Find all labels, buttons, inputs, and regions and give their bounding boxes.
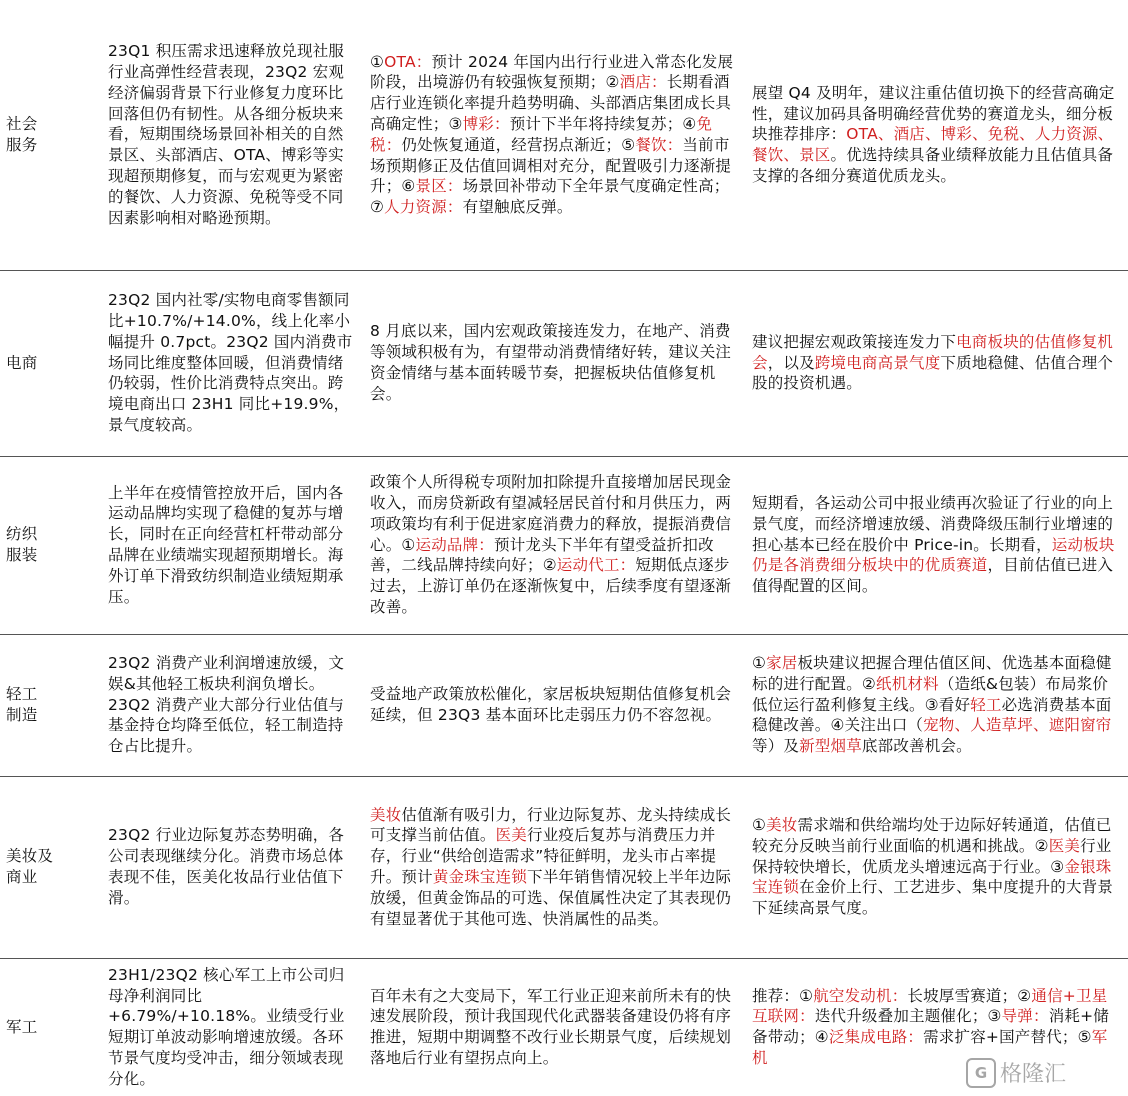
body-text: 受益地产政策放松催化，家居板块短期估值修复机会延续，但 23Q3 基本面环比走弱压力仍不容忽视。 xyxy=(370,685,732,724)
body-text: 短期看，各运动公司中报业绩再次验证了行业的向上景气度，而经济增速放缓、消费降级压制行业增速的担心基本已经在股价中 Price-in。长期看， xyxy=(752,494,1114,554)
table-row xyxy=(0,456,1128,634)
highlight-text: 通信+卫星互联网： xyxy=(752,986,1108,1026)
highlight-text: 博彩： xyxy=(462,114,510,133)
body-text: 推荐：① xyxy=(752,986,814,1005)
body-text: 预计 2024 年国内出行行业进入常态化发展阶段，出境游仍有较强恢复预期；② xyxy=(370,52,734,92)
highlight-text: 跨境电商高景气度 xyxy=(814,353,941,372)
body-text: （造纸&包装）布局浆价低位运行盈利修复主线。③看好 xyxy=(752,674,1109,714)
watermark-logo-icon: G xyxy=(966,1058,996,1088)
highlight-text: 电商板块的估值修复机会 xyxy=(752,332,1114,372)
outlook-cell xyxy=(364,0,746,270)
outlook-cell xyxy=(364,776,746,958)
highlight-text: 运动品牌： xyxy=(415,535,495,554)
highlight-text: 运动代工： xyxy=(556,556,636,575)
highlight-text: 景区： xyxy=(415,177,463,196)
body-text: 预计龙头下半年有望受益折扣改善，二线品牌持续向好；② xyxy=(370,535,714,575)
strategy-cell xyxy=(746,456,1128,634)
sector-cell xyxy=(0,456,102,634)
strategy-cell xyxy=(746,958,1128,1096)
body-text: 当前市场预期修正及估值回调相对充分，配置吸引力逐渐提升；⑥ xyxy=(370,135,732,196)
highlight-text: 黄金珠宝连锁 xyxy=(432,868,528,886)
highlight-text: 人力资源： xyxy=(384,198,463,217)
sector-line: 制造 xyxy=(6,706,38,724)
sector-line: 服务 xyxy=(6,135,38,154)
outlook-cell xyxy=(364,270,746,456)
body-text: 需求端和供给端均处于边际好转通道，估值已较充分反映当前行业面临的机遇和挑战。② xyxy=(752,816,1112,855)
watermark-text: 格隆汇 xyxy=(999,1062,1066,1087)
highlight-text: 美妆 xyxy=(370,805,402,824)
table-row xyxy=(0,270,1128,456)
body-text: 场景回补带动下全年景气度确定性高；⑦ xyxy=(370,177,730,217)
outlook-cell xyxy=(364,456,746,634)
highlight-text: OTA、酒店、博彩、免税、人力资源、餐饮、景区 xyxy=(752,125,1114,165)
highlight-text: 运动板块仍是各消费细分板块中的优质赛道 xyxy=(752,535,1115,575)
data-cell: 上半年在疫情管控放开后，国内各运动品牌均实现了稳健的复苏与增长，同时在正向经营杠杆带动部分品牌在业绩端实现超预期增长。海外订单下滑致纺织制造业绩短期承压。 xyxy=(108,483,344,606)
body-text: 百年未有之大变局下，军工行业正迎来前所未有的快速发展阶段，预计我国现代化武器装备建设仍将有序推进，短期中期调整不改行业长期景气度，后续规划落地后行业有望拐点向上。 xyxy=(370,986,732,1068)
table-row xyxy=(0,634,1128,776)
watermark xyxy=(966,1057,1066,1088)
body-text: 消耗+储备带动；④ xyxy=(752,1007,1110,1047)
strategy-cell xyxy=(746,0,1128,270)
sector-line: 服装 xyxy=(6,546,38,564)
body-text: ① xyxy=(752,654,767,672)
body-text: 长期看酒店行业连锁化率提升趋势明确、头部酒店集团成长具高确定性；③ xyxy=(370,73,732,133)
body-text: 行业保持较快增长，优质龙头增速远高于行业。③ xyxy=(752,836,1112,876)
sector-line: 电商 xyxy=(6,353,38,372)
sector-line: 社会 xyxy=(6,114,38,133)
body-text: 在金价上行、工艺进步、集中度提升的大背景下延续高景气度。 xyxy=(752,878,1114,918)
sector-line: 美妆及 xyxy=(6,847,54,866)
body-text: 迭代升级叠加主题催化；③ xyxy=(814,1007,1002,1026)
outlook-cell xyxy=(364,634,746,776)
highlight-text: 医美 xyxy=(1048,836,1081,855)
body-text: ，以及 xyxy=(767,353,815,372)
body-text: 8 月底以来，国内宏观政策接连发力，在地产、消费等领域积极有为，有望带动消费情绪好转，建议关注资金情绪与基本面转暖节奏，把握板块估值修复机会。 xyxy=(370,322,732,403)
highlight-text: OTA： xyxy=(384,52,432,71)
body-text: 短期低点逐步过去，上游订单仍在逐渐恢复中，后续季度有望逐渐改善。 xyxy=(370,556,732,616)
sector-cell xyxy=(0,958,102,1096)
sector-line: 军工 xyxy=(6,1017,38,1036)
highlight-text: 宠物、人造草坪、遮阳窗帘 xyxy=(923,716,1112,735)
table-row xyxy=(0,958,1128,1096)
body-text: 底部改善机会。 xyxy=(861,737,972,756)
body-text: ，目前估值已进入值得配置的区间。 xyxy=(752,556,1114,596)
body-text: 。优选持续具备业绩释放能力且估值具备支撑的各细分赛道优质龙头。 xyxy=(752,146,1114,185)
highlight-text: 轻工 xyxy=(970,695,1002,714)
body-text: 仍处恢复通道，经营拐点渐近；⑤ xyxy=(401,135,636,154)
sector-line: 商业 xyxy=(6,868,38,886)
body-text: 板块建议把握合理估值区间、优选基本面稳健标的进行配置。② xyxy=(752,654,1112,693)
highlight-text: 纸机材料 xyxy=(876,674,939,693)
highlight-text: 军机 xyxy=(752,1028,1108,1068)
body-text: 政策个人所得税专项附加扣除提升直接增加居民现金收入，而房贷新政有望减轻居民首付和月供压力，两项政策均有利于促进家庭消费力的释放，提振消费信心。① xyxy=(370,473,732,554)
strategy-cell xyxy=(746,776,1128,958)
highlight-text: 餐饮： xyxy=(635,135,683,154)
highlight-text: 免税： xyxy=(370,114,713,154)
body-text: 需求扩容+国产替代；⑤ xyxy=(923,1028,1092,1047)
highlight-text: 金银珠宝连锁 xyxy=(752,857,1112,897)
highlight-text: 酒店： xyxy=(619,73,667,92)
body-text: 估值渐有吸引力，行业边际复苏、龙头持续成长可支撑当前估值。 xyxy=(370,805,732,845)
highlight-text: 导弹： xyxy=(1001,1007,1049,1026)
sector-cell xyxy=(0,0,102,270)
body-text: 长坡厚雪赛道；② xyxy=(907,986,1032,1005)
data-cell: 23Q2 国内社零/实物电商零售额同比+10.7%/+14.0%，线上化率小幅提升 0.7pct。23Q2 国内消费市场同比维度整体回暖，但消费情绪仍较弱，性价比消费特点突出。跨境电商出口 23H1 同比+19.9%，景气度较高。 xyxy=(108,291,353,434)
strategy-cell xyxy=(746,270,1128,456)
body-text: 有望触底反弹。 xyxy=(462,198,573,217)
data-cell: 23Q1 积压需求迅速释放兑现社服行业高弹性经营表现，23Q2 宏观经济偏弱背景下行业修复力度环比回落但仍有韧性。从各细分板块来看，短期围绕场景回补相关的自然景区、头部酒店、OTA、博彩等实现超预期修复，而与宏观更为紧密的餐饮、人力资源、免税等受不同因素影响相对略逊预期。 xyxy=(108,42,345,227)
table-row xyxy=(0,776,1128,958)
highlight-text: 家居 xyxy=(766,654,798,672)
highlight-text: 美妆 xyxy=(766,816,798,834)
body-text: 展望 Q4 及明年，建议注重估值切换下的经营高确定性，建议加码具备明确经营优势的赛道龙头，细分板块推荐排序： xyxy=(752,83,1115,144)
body-text: 下半年销售情况较上半年边际放缓，但黄金饰品的可选、保值属性决定了其表现仍有望显著优于其他可选、快消属性的品类。 xyxy=(370,868,732,928)
sector-cell xyxy=(0,270,102,456)
body-text: 必选消费基本面稳健改善。④关注出口（ xyxy=(752,695,1112,735)
body-text: 行业疫后复苏与消费压力并存，行业“供给创造需求”特征鲜明，龙头市占率提升。预计 xyxy=(370,826,717,886)
body-text: ① xyxy=(370,52,385,71)
highlight-text: 新型烟草 xyxy=(799,737,862,756)
highlight-text: 航空发动机： xyxy=(813,986,908,1005)
highlight-text: 泛集成电路： xyxy=(828,1028,924,1047)
outlook-cell xyxy=(364,958,746,1096)
body-text: 建议把握宏观政策接连发力下 xyxy=(752,332,957,351)
body-text: ① xyxy=(752,816,767,834)
data-cell: 23Q2 行业边际复苏态势明确，各公司表现继续分化。消费市场总体表现不佳，医美化妆品行业估值下滑。 xyxy=(108,826,345,907)
table-row xyxy=(0,0,1128,270)
strategy-cell xyxy=(746,634,1128,776)
body-text: 预计下半年将持续复苏；④ xyxy=(509,114,697,133)
data-cell: 23H1/23Q2 核心军工上市公司归母净利润同比+6.79%/+10.18%。业绩受行业短期订单波动影响增速放缓。各环节景气度均受冲击，细分领域表现分化。 xyxy=(108,965,345,1088)
sector-line: 轻工 xyxy=(6,685,38,704)
sector-cell xyxy=(0,776,102,958)
highlight-text: 医美 xyxy=(495,826,528,845)
sector-line: 纺织 xyxy=(6,525,38,544)
body-text: 下质地稳健、估值合理个股的投资机遇。 xyxy=(752,353,1114,393)
sector-cell xyxy=(0,634,102,776)
body-text: 等）及 xyxy=(752,737,800,756)
data-cell: 23Q2 消费产业利润增速放缓，文娱&其他轻工板块利润负增长。23Q2 消费产业大部分行业估值与基金持仓均降至低位，轻工制造持仓占比提升。 xyxy=(108,654,345,756)
